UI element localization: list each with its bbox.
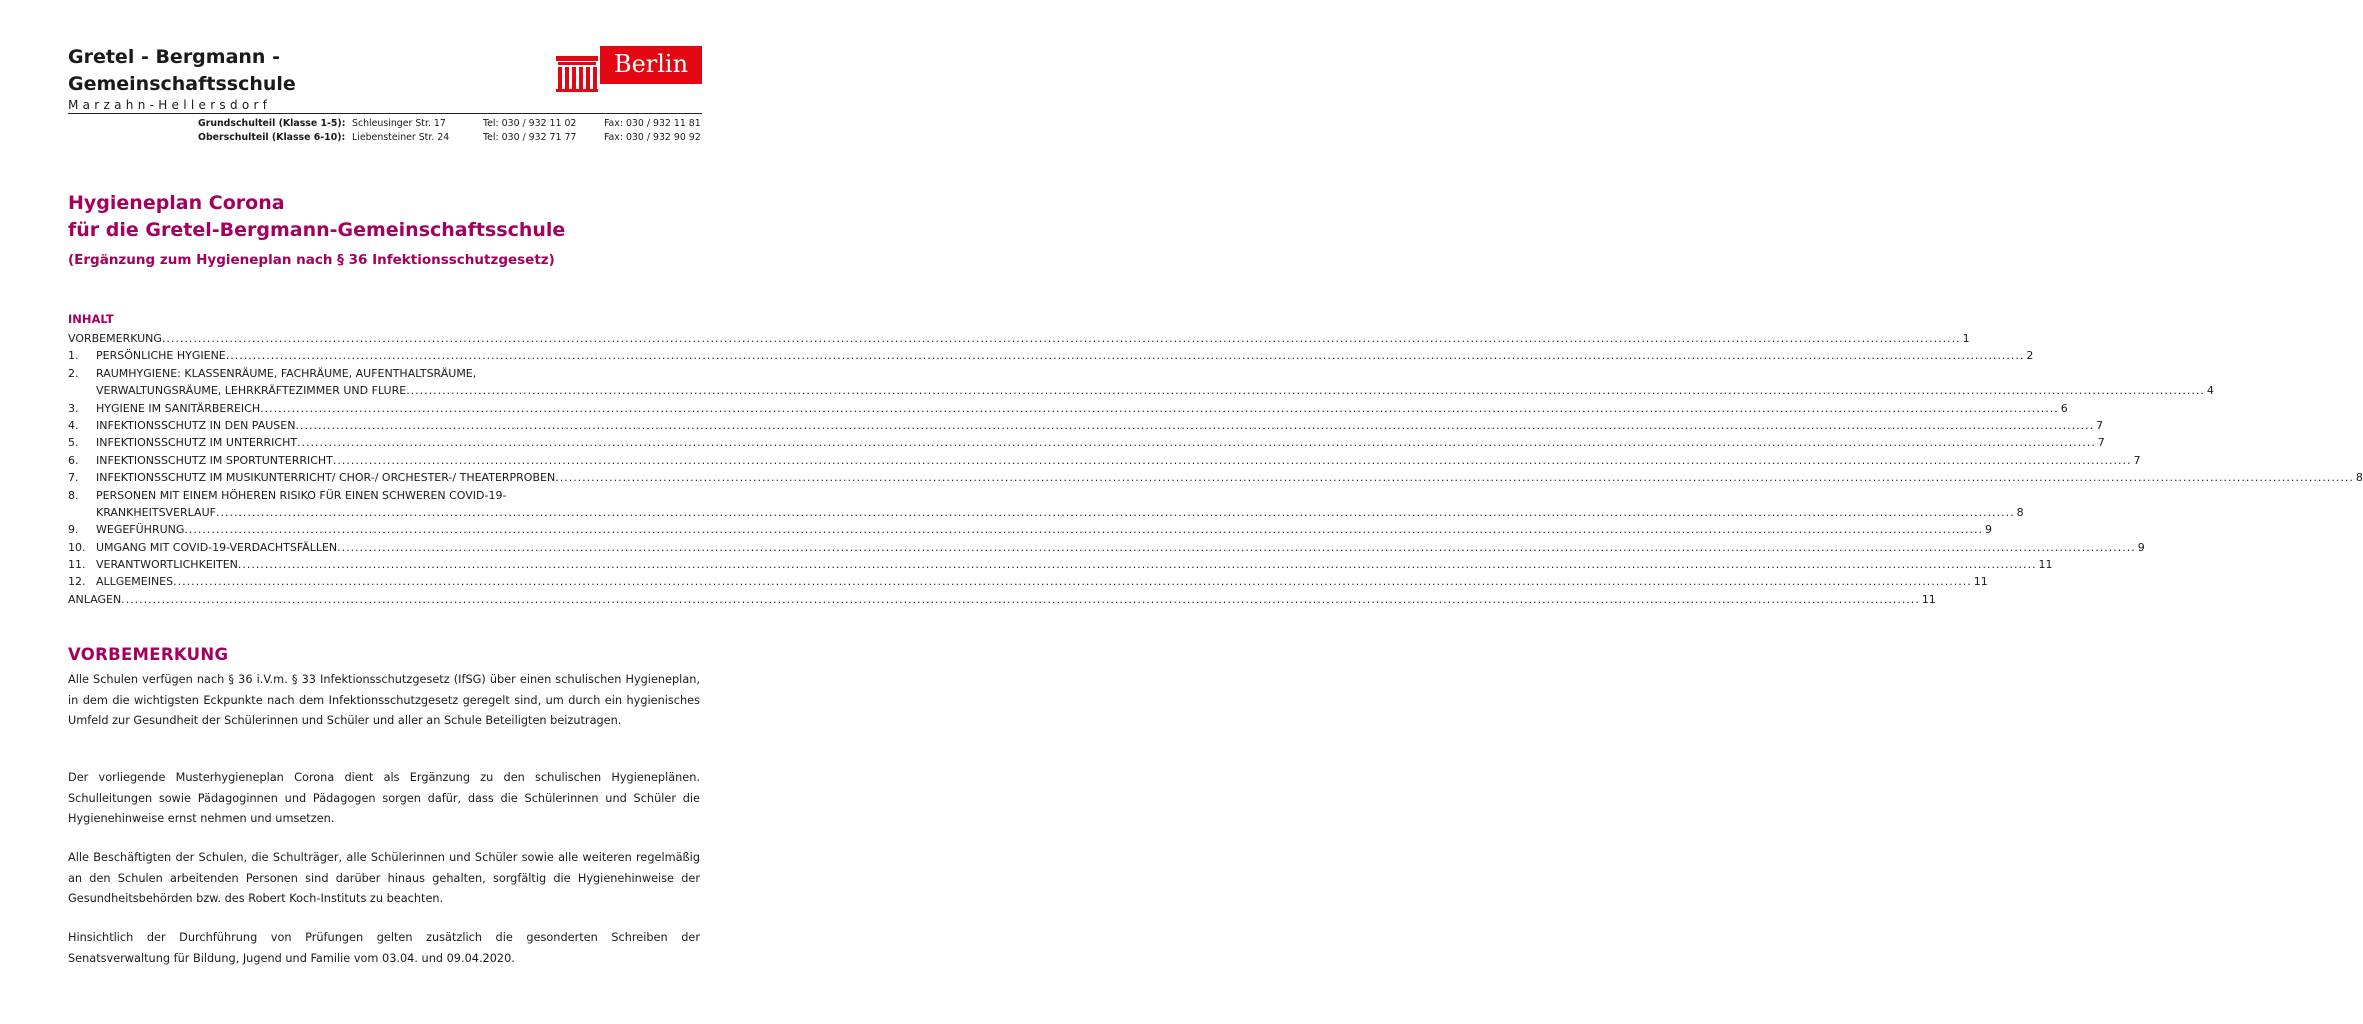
- district-name: Marzahn-Hellersdorf: [68, 98, 272, 112]
- toc-dot-leader: ................................................................................................................................................................................................................................................................................................................................................................................................................: [555, 471, 2354, 485]
- toc-entry-number: 10.: [68, 540, 86, 554]
- toc-entry-number: 8.: [68, 488, 79, 502]
- toc-dot-leader: ................................................................................................................................................................................................................................................................................................................................................................................................................: [161, 332, 1961, 345]
- toc-entry-title: VERANTWORTLICHKEITEN: [96, 558, 238, 572]
- toc-entry-title: RAUMHYGIENE: KLASSENRÄUME, FACHRÄUME, AUFENTHALTSRÄUME,: [96, 366, 477, 380]
- toc-entry-title: INFEKTIONSSCHUTZ IM SPORTUNTERRICHT: [96, 453, 333, 467]
- toc-dot-leader: ................................................................................................................................................................................................................................................................................................................................................................................................................: [406, 384, 2205, 398]
- toc-entry-number: 4.: [68, 418, 79, 432]
- toc-entry-title: WEGEFÜHRUNG: [96, 523, 185, 537]
- toc-entry-title: ANLAGEN: [68, 592, 122, 606]
- contact-street: Liebensteiner Str. 24: [352, 132, 450, 143]
- logo-wordmark: Berlin: [613, 50, 689, 78]
- toc-entry-page: 11: [1973, 575, 1988, 589]
- toc-dot-leader: ................................................................................................................................................................................................................................................................................................................................................................................................................: [297, 436, 2096, 450]
- contact-faxes: [604, 117, 701, 145]
- school-name-line1: Gretel - Bergmann -: [68, 46, 280, 68]
- contact-phone: Tel: 030 / 932 71 77: [483, 132, 577, 143]
- toc-entry[interactable]: [68, 382, 2214, 399]
- toc-entry-number: 12.: [68, 575, 86, 589]
- toc-entry-title: VERWALTUNGSRÄUME, LEHRKRÄFTEZIMMER UND FLURE: [96, 384, 407, 398]
- logo-wordmark-box: [600, 46, 702, 84]
- toc-entry[interactable]: [68, 347, 2034, 364]
- toc-entry-page: 11: [2038, 558, 2053, 572]
- toc-dot-leader: ................................................................................................................................................................................................................................................................................................................................................................................................................: [332, 453, 2132, 467]
- toc-dot-leader: ................................................................................................................................................................................................................................................................................................................................................................................................................: [260, 401, 2059, 415]
- toc-dot-leader: ................................................................................................................................................................................................................................................................................................................................................................................................................: [173, 575, 1972, 589]
- toc-entry[interactable]: [68, 487, 700, 504]
- contact-fax: Fax: 030 / 932 90 92: [604, 132, 701, 143]
- toc-entry-number: 2.: [68, 366, 79, 380]
- contact-label: Grundschulteil (Klasse 1-5):: [198, 118, 346, 129]
- title-line1: Hygieneplan Corona: [68, 192, 285, 214]
- paragraph: Alle Schulen verfügen nach § 36 i.V.m. § 33 Infektionsschutzgesetz (IfSG) über einen schulischen Hygieneplan, in dem die wichtigsten Eckpunkte nach dem Infektionsschutzgesetz geregelt sind, um durch ein hygienisches Umfeld zur Gesundheit der Schülerinnen und Schüler und aller an Schule Beteiligten beizutragen.: [68, 673, 700, 727]
- toc-entry[interactable]: [68, 573, 1988, 590]
- toc-entry[interactable]: [68, 539, 2145, 556]
- paragraph: Der vorliegende Musterhygieneplan Corona dient als Ergänzung zu den schulischen Hygieneplänen. Schulleitungen sowie Pädagoginnen und Pädagogen sorgen dafür, dass die Schülerinnen und Schüler die Hygienehinweise ernst nehmen und umsetzen.: [68, 771, 700, 825]
- toc-dot-leader: ................................................................................................................................................................................................................................................................................................................................................................................................................: [184, 523, 1984, 537]
- toc-entry-page: 8: [2355, 471, 2363, 485]
- paragraph: Hinsichtlich der Durchführung von Prüfungen gelten zusätzlich die gesonderten Schreiben der Senatsverwaltung für Bildung, Jugend und Familie vom 03.04. und 09.04.2020.: [68, 931, 700, 965]
- toc-entry-title: KRANKHEITSVERLAUF: [96, 505, 216, 519]
- berlin-logo: [554, 46, 702, 92]
- toc-entry[interactable]: [68, 591, 1936, 608]
- contact-labels: [198, 117, 345, 145]
- contact-streets: [352, 117, 449, 145]
- toc-entry-title: HYGIENE IM SANITÄRBEREICH: [96, 401, 261, 415]
- toc-entry[interactable]: [68, 469, 2363, 486]
- toc-entry[interactable]: [68, 365, 700, 382]
- toc-entry[interactable]: [68, 400, 2068, 417]
- section-heading: VORBEMERKUNG: [68, 645, 229, 664]
- toc-entry-title: PERSONEN MIT EINEM HÖHEREN RISIKO FÜR EINEN SCHWEREN COVID-19-: [96, 488, 507, 502]
- toc-entry-page: 8: [2016, 505, 2024, 519]
- toc-entry-title: INFEKTIONSSCHUTZ IM MUSIKUNTERRICHT/ CHOR-/ ORCHESTER-/ THEATERPROBEN: [96, 471, 556, 485]
- toc-entry-page: 7: [2096, 418, 2104, 432]
- toc-entry-page: 7: [2133, 453, 2141, 467]
- header-divider: [68, 113, 702, 114]
- toc-entry-page: 4: [2206, 384, 2214, 398]
- toc-entry-page: 6: [2060, 401, 2068, 415]
- toc-dot-leader: ................................................................................................................................................................................................................................................................................................................................................................................................................: [295, 418, 2095, 432]
- toc-entry[interactable]: [68, 452, 2141, 469]
- toc-dot-leader: ................................................................................................................................................................................................................................................................................................................................................................................................................: [121, 592, 1920, 606]
- toc-entry[interactable]: [68, 556, 2053, 573]
- toc-heading: INHALT: [68, 312, 114, 326]
- toc-entry-number: 5.: [68, 436, 79, 450]
- toc-entry-page: 2: [2026, 349, 2034, 363]
- toc-entry-number: 6.: [68, 453, 79, 467]
- toc-entry-title: ALLGEMEINES: [96, 575, 174, 589]
- toc-entry[interactable]: [68, 330, 1970, 347]
- toc-entry-number: 3.: [68, 401, 79, 415]
- toc-entry-page: 1: [1962, 332, 1970, 345]
- contact-fax: Fax: 030 / 932 11 81: [604, 118, 701, 129]
- toc-entry[interactable]: [68, 521, 1993, 538]
- contact-street: Schleusinger Str. 17: [352, 118, 446, 129]
- contact-phones: [483, 117, 576, 145]
- toc-entry-number: 9.: [68, 523, 79, 537]
- toc-entry-page: 11: [1921, 592, 1936, 606]
- toc-entry-title: PERSÖNLICHE HYGIENE: [96, 349, 226, 363]
- toc-entry-page: 9: [1985, 523, 1993, 537]
- school-name: [68, 44, 398, 98]
- toc-dot-leader: ................................................................................................................................................................................................................................................................................................................................................................................................................: [337, 540, 2136, 554]
- table-of-contents: [68, 330, 2363, 608]
- contact-label: Oberschulteil (Klasse 6-10):: [198, 132, 346, 143]
- toc-entry-title: UMGANG MIT COVID-19-VERDACHTSFÄLLEN: [96, 540, 338, 554]
- toc-dot-leader: ................................................................................................................................................................................................................................................................................................................................................................................................................: [237, 558, 2037, 572]
- paragraph: Alle Beschäftigten der Schulen, die Schulträger, alle Schülerinnen und Schüler sowie alle weiteren regelmäßig an den Schulen arbeitenden Personen sind darüber hinaus gehalten, sorgfältig die Hygienehinweise der Gesundheitsbehörden bzw. des Robert Koch-Instituts zu beachten.: [68, 851, 700, 905]
- title-line2: für die Gretel-Bergmann-Gemeinschaftsschule: [68, 219, 566, 241]
- toc-entry-number: 7.: [68, 471, 79, 485]
- document-title: [68, 190, 708, 244]
- toc-entry[interactable]: [68, 417, 2104, 434]
- toc-entry-page: 9: [2137, 540, 2145, 554]
- school-name-line2: Gemeinschaftsschule: [68, 73, 296, 95]
- brandenburg-gate-icon: [554, 56, 600, 92]
- document-subtitle: (Ergänzung zum Hygieneplan nach § 36 Infektionsschutzgesetz): [68, 252, 555, 268]
- toc-entry-title: INFEKTIONSSCHUTZ IN DEN PAUSEN: [96, 418, 296, 432]
- contact-phone: Tel: 030 / 932 11 02: [483, 118, 577, 129]
- toc-entry-page: 7: [2097, 436, 2105, 450]
- toc-dot-leader: ................................................................................................................................................................................................................................................................................................................................................................................................................: [215, 505, 2015, 519]
- toc-entry[interactable]: [68, 434, 2105, 451]
- toc-entry-number: 11.: [68, 558, 86, 572]
- toc-entry-title: VORBEMERKUNG: [68, 332, 162, 345]
- toc-entry-number: 1.: [68, 349, 79, 363]
- toc-entry[interactable]: [68, 504, 2024, 521]
- toc-dot-leader: ................................................................................................................................................................................................................................................................................................................................................................................................................: [225, 349, 2025, 363]
- toc-entry-title: INFEKTIONSSCHUTZ IM UNTERRICHT: [96, 436, 298, 450]
